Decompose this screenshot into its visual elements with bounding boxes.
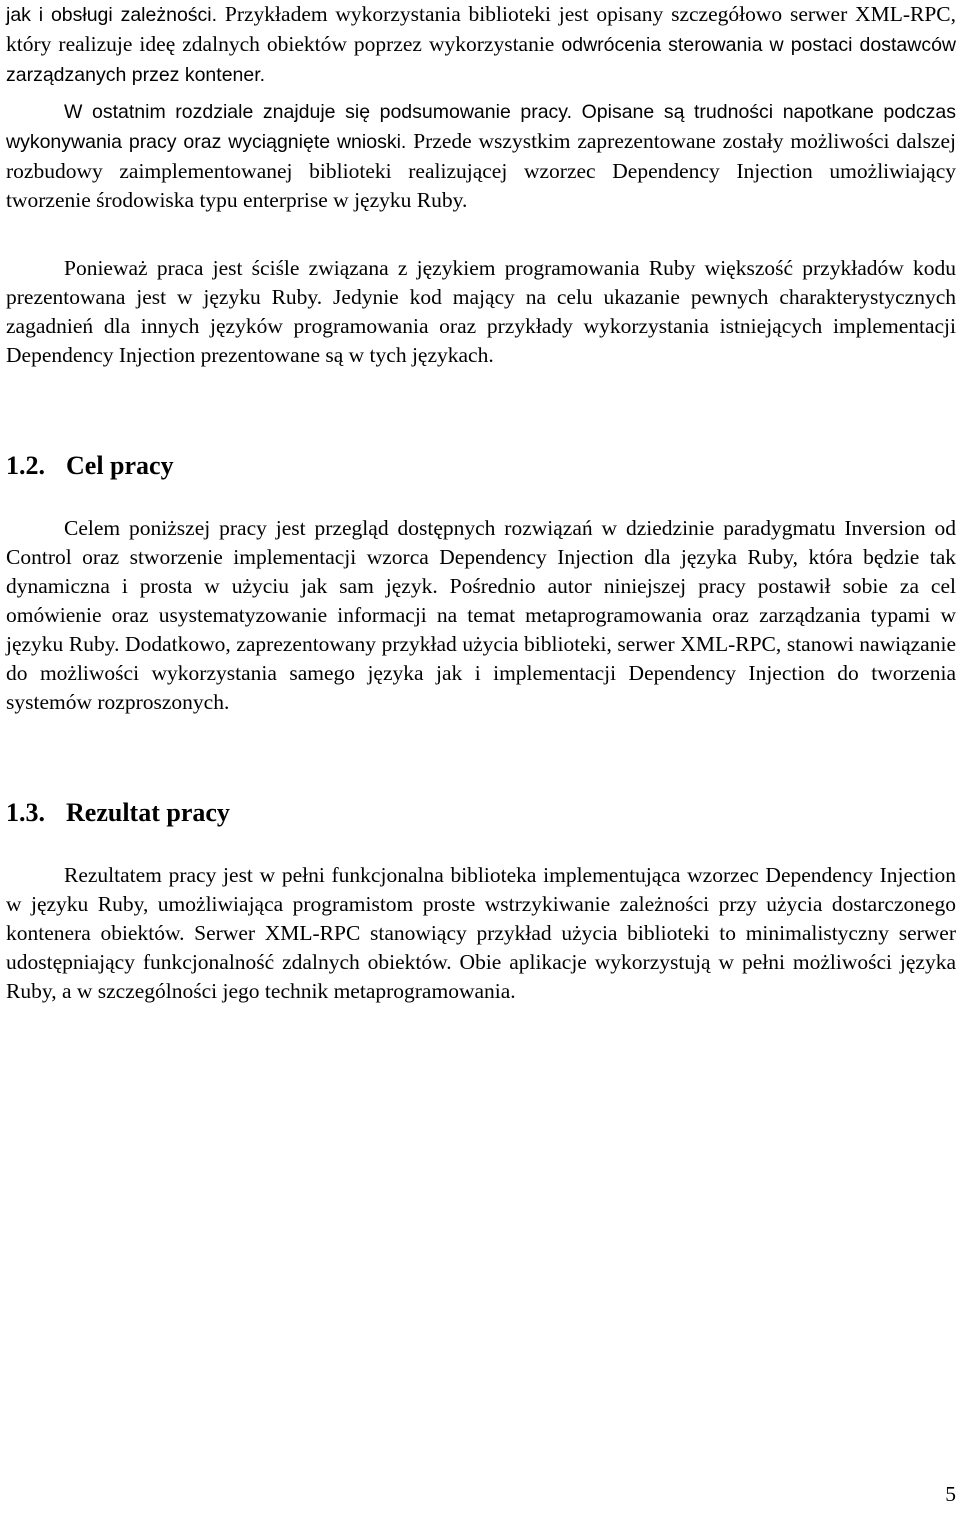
text-run-sans: W ostatnim rozdziale znajduje się podsumowanie pracy. bbox=[64, 101, 582, 123]
paragraph-summary bbox=[6, 97, 956, 215]
page-number: 5 bbox=[945, 1482, 956, 1506]
paragraph-intro-end bbox=[6, 0, 956, 90]
paragraph-language bbox=[6, 254, 956, 370]
section-heading-rezultat-pracy bbox=[6, 797, 230, 829]
text-run-sans: jak i obsługi zależności. bbox=[6, 4, 225, 26]
section-title: Cel pracy bbox=[66, 451, 174, 480]
paragraph-rezultat-pracy: Rezultatem pracy jest w pełni funkcjonalna biblioteka implementująca wzorzec Dependency Injection w języku Ruby, umożliwiająca programistom proste wstrzykiwanie zależności przy użycia dostarczonego kontenera obiektów. Serwer XML-RPC stanowiący przykład użycia biblioteki to minimalistyczny serwer udostępniający funkcjonalność zdalnych obiektów. Obie aplikacje wykorzystują w pełni możliwości języka Ruby, a w szczególności jego technik metaprogramowania. bbox=[6, 863, 956, 1003]
section-title: Rezultat pracy bbox=[66, 798, 230, 827]
text-run-sans: Opisane są trudności napotkane podczas wykonywania pracy oraz wyciągnięte wnioski. bbox=[6, 101, 957, 153]
paragraph-cel-pracy: Celem poniższej pracy jest przegląd dostępnych rozwiązań w dziedzinie paradygmatu Inversion od Control oraz stworzenie implementacji wzorca Dependency Injection dla języka Ruby, która będzie tak dynamiczna i prosta w użyciu jak sam język. Pośrednio autor niniejszej pracy postawił sobie za cel omówienie oraz usystematyzowanie informacji na temat metaprogramowania oraz zarządzania typami w języku Ruby. Dodatkowo, zaprezentowany przykład użycia biblioteki, serwer XML-RPC, stanowi nawiązanie do możliwości wykorzystania samego języka jak i implementacji Dependency Injection do tworzenia systemów rozproszonych. bbox=[6, 516, 956, 714]
text-run-serif: Przykładem wykorzystania biblioteki jest opisany szczegółowo serwer XML-RPC, który realizuje ideę zdalnych obiektów poprzez wykorzystanie bbox=[6, 2, 956, 56]
text-run-serif: Przede wszystkim zaprezentowane zostały możliwości dalszej rozbudowy zaimplementowanej biblioteki realizującej wzorzec Dependency Injection umożliwiający tworzenie środowiska typu enterprise w języku Ruby. bbox=[6, 129, 956, 212]
text-run-serif: Ponieważ praca jest ściśle związana z językiem programowania Ruby większość przykładów kodu prezentowana jest w języku Ruby. bbox=[6, 256, 956, 309]
text-run-serif: Jedynie kod mający na celu ukazanie pewnych charakterystycznych zagadnień dla innych języków programowania oraz przykłady wykorzystania istniejących implementacji Dependency Injection prezentowane są w tych językach. bbox=[6, 285, 956, 367]
text-run-sans: odwrócenia sterowania w postaci dostawców zarządzanych przez kontener. bbox=[6, 34, 957, 86]
section-number: 1.2. bbox=[6, 451, 45, 480]
section-heading-cel-pracy bbox=[6, 450, 174, 482]
section-number: 1.3. bbox=[6, 798, 45, 827]
